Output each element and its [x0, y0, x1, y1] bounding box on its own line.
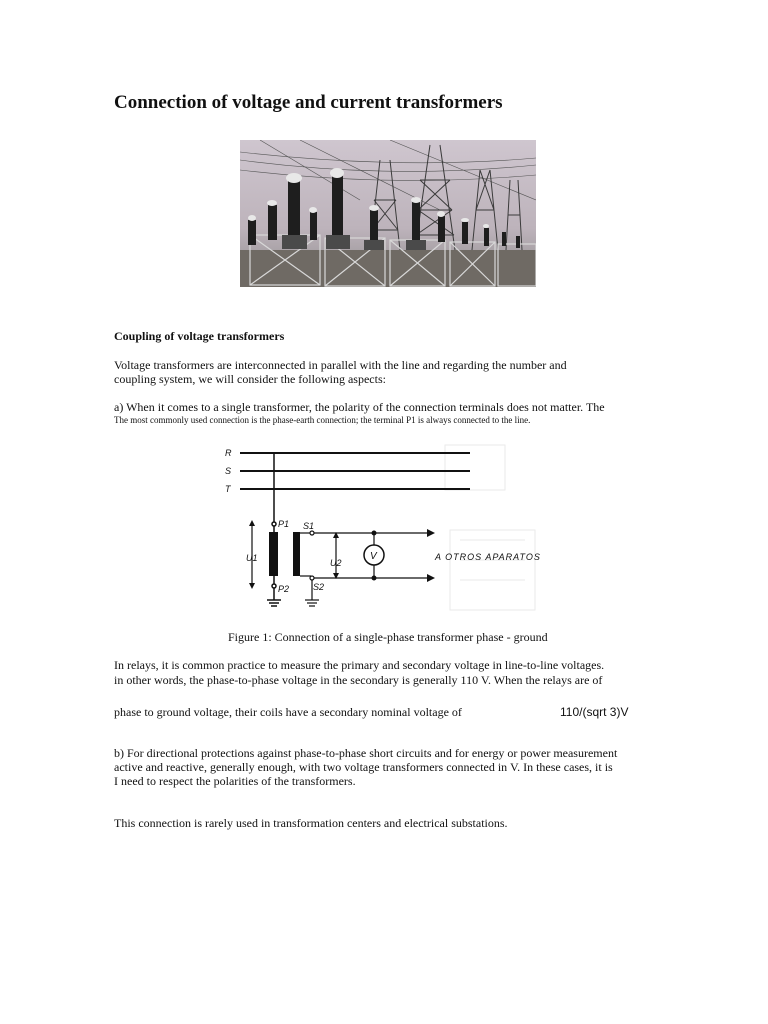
secondary-winding [293, 532, 300, 576]
point-b-line-1: b) For directional protections against phase-to-phase short circuits and for energy or power measurement [114, 746, 618, 760]
section-heading: Coupling of voltage transformers [114, 329, 285, 343]
relay-line-2: in other words, the phase-to-phase voltage in the secondary is generally 110 V. When the relays are of [114, 673, 603, 687]
page-title: Connection of voltage and current transformers [114, 92, 503, 113]
point-b-line-2: active and reactive, generally enough, with two voltage transformers connected in V. In these cases, it is [114, 760, 613, 774]
relay-line-1: In relays, it is common practice to measure the primary and secondary voltage in line-to-line voltages. [114, 658, 605, 672]
label-p1: P1 [278, 519, 290, 529]
closing-text: This connection is rarely used in transformation centers and electrical substations. [114, 816, 508, 830]
label-r: R [225, 448, 232, 458]
intro-line-1: Voltage transformers are interconnected in parallel with the line and regarding the number and [114, 358, 567, 372]
output-label: A OTROS APARATOS [435, 552, 541, 562]
phase-ground-text: phase to ground voltage, their coils have a secondary nominal voltage of [114, 705, 462, 719]
primary-winding [269, 532, 278, 576]
label-u2: U2 [330, 558, 342, 568]
label-s1: S1 [303, 521, 315, 531]
meter-label: V [370, 551, 377, 562]
label-t: T [225, 484, 231, 494]
point-a-small-text: The most commonly used connection is the phase-earth connection; the terminal P1 is always connected to the line. [114, 415, 531, 425]
label-s2: S2 [313, 582, 325, 592]
label-s: S [225, 466, 232, 476]
substation-photo [240, 140, 536, 287]
label-p2: P2 [278, 584, 290, 594]
substation-illustration [240, 140, 536, 287]
point-b-line-3: I need to respect the polarities of the transformers. [114, 774, 356, 788]
formula-text: 110/(sqrt 3)V [560, 705, 629, 719]
label-u1: U1 [246, 553, 258, 563]
intro-line-2: coupling system, we will consider the following aspects: [114, 372, 386, 386]
circuit-diagram [205, 440, 565, 620]
circuit-diagram-svg [205, 440, 565, 620]
point-a-text: a) When it comes to a single transformer, the polarity of the connection terminals does not matter. The [114, 400, 605, 414]
figure-caption: Figure 1: Connection of a single-phase transformer phase - ground [228, 630, 548, 644]
